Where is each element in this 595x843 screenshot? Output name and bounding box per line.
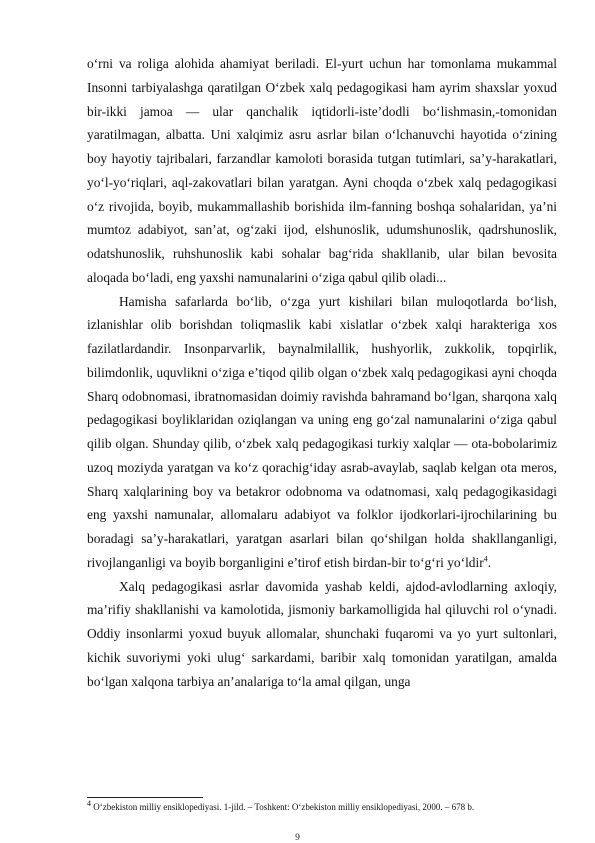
footnote-reference: 4	[483, 554, 488, 564]
paragraph-3: Xalq pedagogikasi asrlar davomida yashab keldi, ajdod-avlodlarning axloqiy, ma’rifiy shakllanishi va kamolotida, jismoniy barkamolligida hal qiluvchi rol o‘ynadi. Oddiy insonlarmi yoxud buyuk allomalar, shunchaki fuqaromi va yo yurt sultonlari, kichik suvoriymi yoki ulug‘ sarkardami, baribir xalq tomonidan yaratilgan, amalda bo‘lgan xalqona tarbiya an’analariga to‘la amal qilgan, unga	[87, 578, 557, 689]
footnote	[87, 801, 557, 813]
paragraph-2	[87, 290, 557, 575]
paragraph-2-text: Hamisha safarlarda bo‘lib, o‘zga yurt kishilari bilan muloqotlarda bo‘lish, izlanishlar olib borishdan toliqmaslik kabi xislatlar o‘zbek xalqi harakteriga xos fazilatlardandir. Insonparvarlik, baynalmilallik, hushyorlik, zukkolik, topqirlik, bilimdonlik, uquvlikni o‘ziga e’tiqod qilib olgan o‘zbek xalq pedagogikasi ayni choqda Sharq odobnomasi, ibratnomasidan doimiy ravishda bahramand bo‘lgan, sharqona xalq pedagogikasi boyliklaridan oziqlangan va uning eng go‘zal namunalarini o‘ziga qabul qilib olgan. Shunday qilib, o‘zbek xalq pedagogikasi turkiy xalqlar — ota-bobolarimiz uzoq moziyda yaratgan va ko‘z qorachig‘iday asrab-avaylab, saqlab kelgan ota meros, Sharq xalqlarining boy va betakror odobnoma va odatnomasi, xalq pedagogikasidagi eng yaxshi namunalar, allomalaru adabiyot va folklor ijodkorlari-ijrochilarining bu boradagi sa’y-harakatlari, yaratgan asarlari bilan qo‘shilgan holda shakllanganligi, rivojlanganligi va boyib borganligini e’tirof etish birdan-bir to‘g‘ri yo‘ldir	[87, 293, 557, 570]
footnote-separator	[87, 797, 203, 798]
footnote-text: O‘zbekiston milliy ensiklopediyasi. 1-jild. – Toshkent: O‘zbekiston milliy ensiklopediyasi, 2000. – 678 b.	[91, 802, 475, 812]
footnote-marker: 4	[87, 799, 91, 808]
document-body	[87, 52, 557, 693]
page-number: 9	[295, 833, 300, 843]
paragraph-2-end: .	[487, 554, 492, 570]
paragraph-1: o‘rni va roliga alohida ahamiyat beriladi. El-yurt uchun har tomonlama mukammal Insonni tarbiyalashga qaratilgan O‘zbek xalq pedagogikasi ham ayrim shaxslar yoxud bir-ikki jamoa — ular qanchalik iqtidorli-iste’dodli bo‘lishmasin,-tomonidan yaratilmagan, albatta. Uni xalqimiz asru asrlar bilan o‘lchanuvchi hayotida o‘zining boy hayotiy tajribalari, farzandlar kamoloti borasida tutgan tutimlari, sa’y-harakatlari, yo‘l-yo‘riqlari, aql-zakovatlari bilan yaratgan. Ayni choqda o‘zbek xalq pedagogikasi o‘z rivojida, boyib, mukammallashib borishida ilm-fanning boshqa sohalaridan, ya’ni mumtoz adabiyot, san’at, og‘zaki ijod, elshunoslik, udumshunoslik, qadrshunoslik, odatshunoslik, ruhshunoslik kabi sohalar bag‘rida shakllanib, ular bilan bevosita aloqada bo‘ladi, eng yaxshi namunalarini o‘ziga qabul qilib oladi...	[87, 56, 557, 285]
